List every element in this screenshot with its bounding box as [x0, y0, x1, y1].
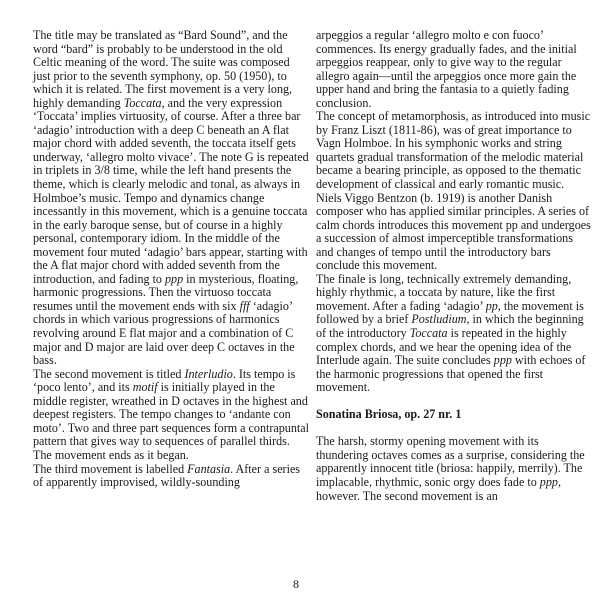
italic-term: Postludium [411, 312, 467, 327]
italic-term: Toccata [409, 326, 448, 341]
paragraph-toccata: The title may be translated as “Bard Sound”, and the word “bard” is probably to be understood in the old Celtic meaning of the word. The suite was composed just prior to the seventh symphony, op. 50 (1950), to which it is related. The first movement is a very long, highly demanding Toccata, and the very expression ‘Toccata’ implies virtuosity, of course. After a three bar ‘adagio’ introduction with a deep C beneath an A flat major chord with added seventh, the toccata itself gets underway, ‘allegro molto vivace’. The note G is repeated in triplets in 3/8 time, while the left hand presents the theme, which is clearly melodic and tonal, as always in Holmboe’s music. Tempo and dynamics change incessantly in this movement, which is a genuine toccata in the early baroque sense, but of course in a highly personal, contemporary idiom. In the middle of the movement four muted ‘adagio’ bars appear, starting with the A flat major chord with added seventh from the introduction, and fading to ppp in mysterious, floating, harmonic progressions. Then the virtuoso toccata resumes until the movement ends with six fff ‘adagio’ chords in which various progressions of harmonics revolving around E flat major and a combination of C major and D major are laid over deep C octaves in the bass. [33, 28, 309, 368]
italic-term: ppp [493, 353, 512, 368]
left-column [33, 29, 309, 490]
italic-term: Toccata [123, 95, 162, 110]
italic-term: Fantasia [187, 461, 231, 476]
paragraph-metamorphosis: The concept of metamorphosis, as introduced into music by Franz Liszt (1811-86), was of great importance to Vagn Holmboe. In his symphonic works and string quartets gradual transformation of the melodic material became a bearing principle, as opposed to the thematic development of classical and early romantic music. Niels Viggo Bentzon (b. 1919) is another Danish composer who has applied similar principles. A series of calm chords introduces this movement pp and undergoes a succession of almost imperceptible transformations and changes of tempo until the introductory bars conclude this movement. [316, 109, 591, 273]
paragraph-interludio: The second movement is titled Interludio. Its tempo is ‘poco lento’, and its motif is initially played in the middle register, wreathed in D octaves in the highest and deepest registers. The tempo changes to ‘andante con moto’. Two and three part sequences form a contrapuntal pattern that gives way to sequences of parallel thirds. The movement ends as it began. [33, 366, 309, 462]
right-column [316, 29, 592, 503]
italic-term: fff [239, 298, 250, 313]
italic-term: Interludio [184, 366, 233, 381]
italic-term: motif [132, 380, 158, 395]
paragraph-finale: The finale is long, technically extremely demanding, highly rhythmic, a toccata by nature, like the first movement. After a fading ‘adagio’ pp, the movement is followed by a brief Postludium, in which the beginning of the introductory Toccata is repeated in the highly complex chords, and we hear the opening idea of the Interlude again. The suite concludes ppp with echoes of the harmonic progressions that opened the first movement. [316, 271, 586, 395]
page-number: 8 [293, 577, 299, 591]
italic-term: ppp [165, 271, 184, 286]
section-heading: Sonatina Briosa, op. 27 nr. 1 [316, 407, 462, 422]
italic-term: pp [485, 298, 498, 313]
paragraph-sonatina: The harsh, stormy opening movement with its thundering octaves comes as a surprise, considering the apparently innocent title (briosa: happily, merrily). The implacable, rhythmic, sonic orgy does fade to ppp, however. The second movement is an [316, 434, 585, 503]
paragraph-fantasia: The third movement is labelled Fantasia. After a series of apparently improvised, wildly-sounding [33, 461, 301, 490]
italic-term: ppp [539, 474, 558, 489]
paragraph-fantasia-continued: arpeggios a regular ‘allegro molto e con fuoco’ commences. Its energy gradually fades, and the initial arpeggios reappear, only to give way to the regular allegro again—until the arpeggios once more gain the upper hand and bring the fantasia to a quietly fading conclusion. [316, 28, 577, 110]
